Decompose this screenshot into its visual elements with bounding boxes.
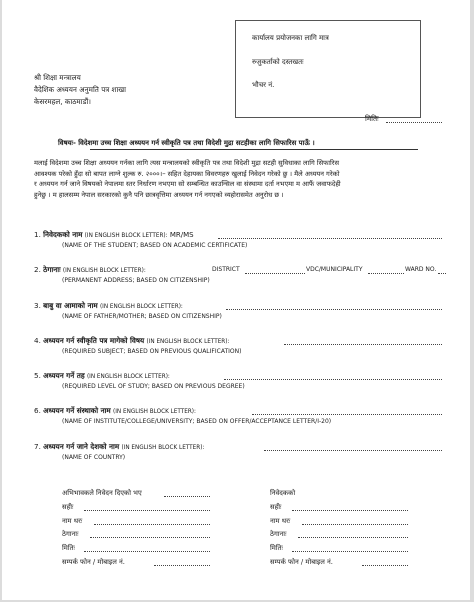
- field-number: 2.: [34, 265, 41, 274]
- field-label: अध्ययन गर्न स्वीकृति पत्र मागेको विषय: [43, 336, 145, 345]
- ward-input[interactable]: [438, 273, 446, 274]
- vdc-input[interactable]: [368, 273, 404, 274]
- field-parent-name: [34, 301, 183, 311]
- applicant-date-label: मितिः: [270, 544, 283, 552]
- field-instruction: (IN ENGLISH BLOCK LETTER):: [84, 233, 168, 239]
- guardian-sign-label: सहीः: [62, 503, 74, 511]
- field-level: [34, 371, 170, 381]
- applicant-date-input[interactable]: [292, 551, 408, 552]
- guardian-heading-line: [164, 496, 210, 497]
- field-instruction: (IN ENGLISH BLOCK LETTER):: [99, 304, 183, 310]
- applicant-name-input[interactable]: [302, 524, 408, 525]
- applicant-address-label: ठेगानाः: [270, 530, 287, 538]
- date-field[interactable]: [386, 122, 442, 123]
- district-label: DISTRICT: [212, 266, 240, 273]
- guardian-phone-input[interactable]: [154, 565, 210, 566]
- field-instruction: (IN ENGLISH BLOCK LETTER):: [121, 445, 205, 451]
- field-number: 1.: [34, 230, 41, 239]
- applicant-name-label: नाम थरः: [270, 517, 291, 525]
- applicant-sign-input[interactable]: [292, 510, 408, 511]
- guardian-address-input[interactable]: [90, 537, 210, 538]
- field-subject: [34, 336, 229, 346]
- guardian-date-input[interactable]: [84, 551, 210, 552]
- institute-input[interactable]: [252, 414, 442, 415]
- field-instruction: (IN ENGLISH BLOCK LETTER):: [146, 339, 230, 345]
- field-instruction: (IN ENGLISH BLOCK LETTER):: [62, 268, 146, 274]
- subject-underline: [90, 149, 418, 150]
- name-prefix: MR/MS: [169, 231, 194, 239]
- field-label: निवेदकको नाम: [43, 230, 83, 239]
- office-use-box: [235, 20, 421, 118]
- guardian-date-label: मितिः: [62, 544, 75, 552]
- field-note: (NAME OF FATHER/MOTHER; BASED ON CITIZENSHIP): [62, 313, 222, 320]
- field-number: 4.: [34, 336, 41, 345]
- addressee-line-3: केसरमहल, काठमाडौं।: [34, 97, 92, 106]
- field-instruction: (IN ENGLISH BLOCK LETTER):: [86, 374, 170, 380]
- guardian-name-input[interactable]: [94, 524, 210, 525]
- parent-name-input[interactable]: [226, 309, 442, 310]
- field-institute: [34, 406, 196, 416]
- addressee-line-1: श्री शिक्षा मन्त्रालय: [34, 73, 81, 82]
- field-note: (REQUIRED LEVEL OF STUDY; BASED ON PREVIOUS DEGREE): [62, 383, 245, 390]
- field-note: (NAME OF INSTITUTE/COLLEGE/UNIVERSITY; BASED ON OFFER/ACCEPTANCE LETTER/I-20): [62, 418, 332, 425]
- field-name: [34, 230, 194, 240]
- date-label: मितिः: [365, 114, 379, 123]
- subject-input[interactable]: [284, 344, 442, 345]
- office-box-title: कार्यालय प्रयोजनका लागि मात्र: [252, 34, 329, 42]
- field-label: अध्ययन गर्न जाने देशको नाम: [43, 442, 120, 451]
- field-label: अध्ययन गर्ने तह: [43, 371, 85, 380]
- level-input[interactable]: [224, 379, 442, 380]
- guardian-address-label: ठेगानाः: [62, 530, 79, 538]
- field-country: [34, 442, 204, 452]
- applicant-phone-input[interactable]: [362, 565, 408, 566]
- body-line: मलाई विदेशमा उच्च शिक्षा अध्ययन गर्नका लागि त्यस मन्त्रालयको स्वीकृति पत्र तथा विदेशी मुद्रा सटही सुविधाका लागि सिफारिस: [34, 159, 339, 167]
- field-note: (NAME OF COUNTRY): [62, 454, 126, 461]
- ward-label: WARD NO.: [405, 266, 437, 273]
- applicant-phone-label: सम्पर्क फोन / मोबाइल नं.: [270, 558, 333, 566]
- guardian-name-label: नाम थरः: [62, 517, 83, 525]
- applicant-address-input[interactable]: [298, 537, 408, 538]
- field-note: (NAME OF THE STUDENT; BASED ON ACADEMIC CERTIFICATE): [62, 242, 248, 249]
- voucher-number-label: भौचर नं.: [252, 81, 275, 89]
- field-number: 5.: [34, 371, 41, 380]
- body-line: आवश्यक परेको हुँदा सो बापत लाग्ने शुल्क रु. २०००।– सहित देहायका विवरणहरु खुलाई निवेदन गरेको छु । मैले अध्ययन गरेको: [34, 169, 340, 178]
- subject-line: विषयः- विदेशमा उच्च शिक्षा अध्ययन गर्न स्वीकृति पत्र तथा विदेशी मुद्रा सटहीका लागि सिफारिस पाऊँ ।: [58, 139, 315, 147]
- district-input[interactable]: [245, 273, 305, 274]
- field-label: अध्ययन गर्ने संस्थाको नाम: [43, 406, 111, 415]
- body-line: हुनेछु । म हालसम्म नेपाल सरकारको कुनै पनि छात्रवृत्तिमा अध्ययन गर्न नगएको व्यहोरासमेत अनुरोध छ ।: [34, 190, 284, 199]
- registrar-sign-label: रुजुकर्ताको दस्तखतः: [252, 58, 304, 66]
- applicant-sign-label: सहीः: [270, 503, 282, 511]
- guardian-heading: अभिभावकले निवेदन दिएको भए: [62, 489, 142, 497]
- guardian-sign-input[interactable]: [84, 510, 210, 511]
- field-instruction: (IN ENGLISH BLOCK LETTER):: [113, 409, 196, 415]
- field-label: ठेगानाः: [43, 265, 61, 274]
- field-note: (REQUIRED SUBJECT; BASED ON PREVIOUS QUALIFICATION): [62, 348, 242, 355]
- addressee-line-2: वैदेशिक अध्ययन अनुमति पत्र शाखा: [34, 85, 127, 94]
- field-number: 3.: [34, 301, 41, 310]
- body-paragraph: [34, 158, 444, 200]
- country-input[interactable]: [264, 450, 442, 451]
- field-address: [34, 265, 146, 275]
- field-note: (PERMANENT ADDRESS; BASED ON CITIZENSHIP): [62, 277, 210, 284]
- field-number: 7.: [34, 442, 41, 451]
- applicant-heading: निवेदकको: [270, 489, 296, 497]
- body-line: र अध्ययन गर्न जाने विषयको नेपालमा स्तर निर्धारण नभएमा सो सम्बन्धित काउन्सिल वा संस्थामा दर्ता नभएमा म आफैं जवाफदेही: [34, 180, 341, 189]
- application-form-page: [2, 0, 470, 600]
- student-name-input[interactable]: [218, 238, 442, 239]
- field-label: बाबु वा आमाको नाम: [43, 301, 98, 310]
- field-number: 6.: [34, 406, 41, 415]
- guardian-phone-label: सम्पर्क फोन / मोबाइल नं.: [62, 558, 125, 566]
- vdc-label: VDC/MUNICIPALITY: [306, 266, 363, 273]
